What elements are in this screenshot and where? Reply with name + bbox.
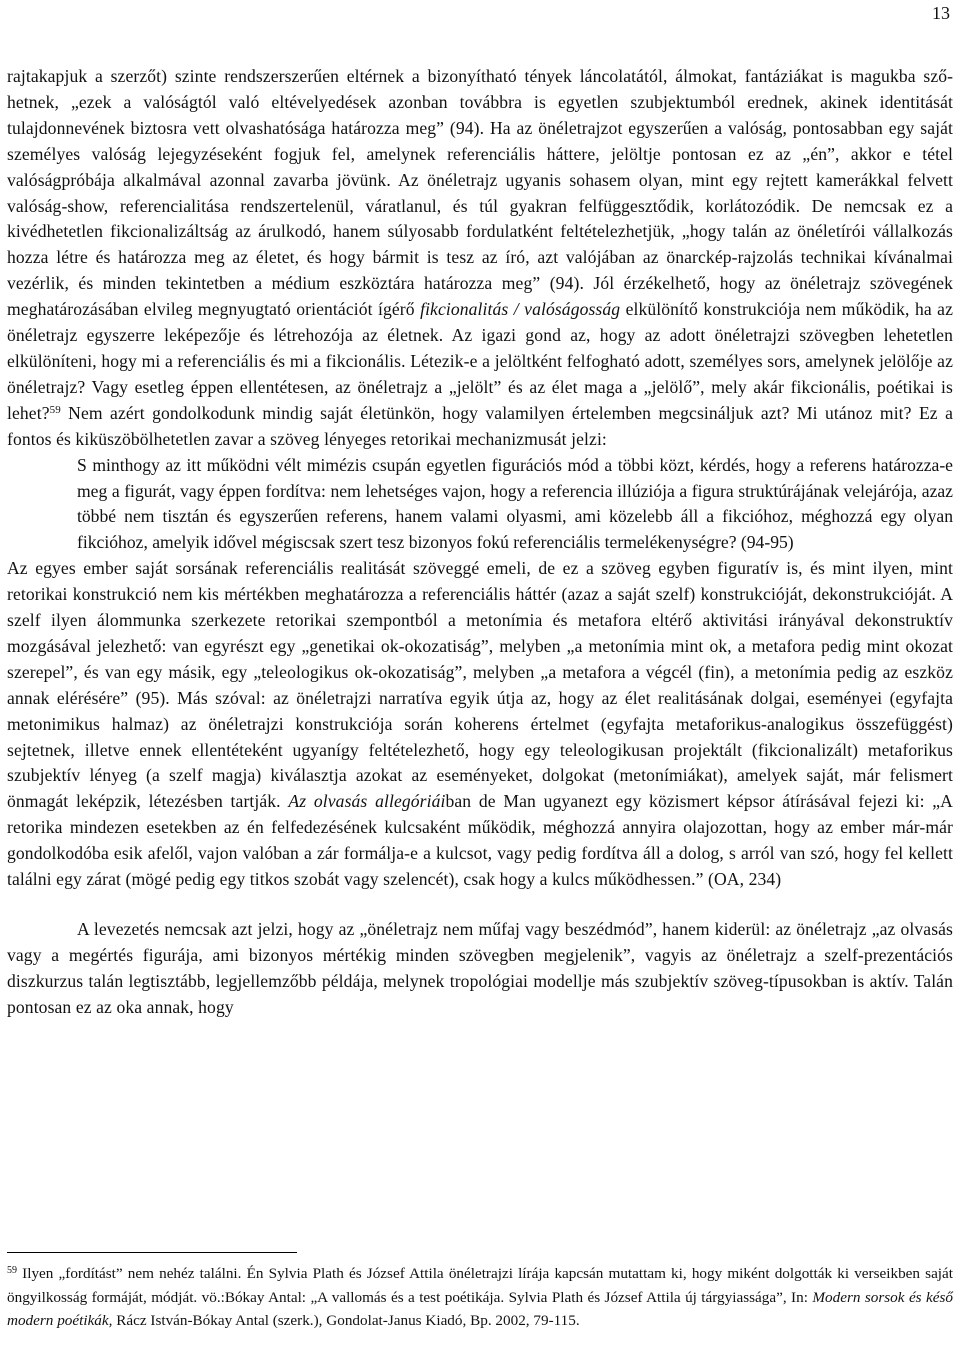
paragraph-gap — [7, 893, 953, 917]
footnote-text-b: Rácz István-Bókay Antal (szerk.), Gondolat-Janus Kiadó, Bp. 2002, 79-115. — [112, 1312, 580, 1329]
paragraph-2-text-b: ban de Man ugyanezt egy közismert képsor átírásával fejezi ki: „A retorika mindezen esetekben az én felfedezésének kulcsaként működik, méghozzá annyira olajozottan, hogy az ember már-már gondolkodóba esik afelől, vajon valóban a zár formálja-e a kulcsot, vagy pedig fordítva áll a dolog, s arról van szó, hogy fel kellett találni egy zárat (mögé pedig egy titkos szobát vagy szelencét), csak hogy a kulcs működhessen.” (OA, 234) — [7, 791, 953, 890]
footnote-italic: Modern sorsok és késő modern poétikák, — [7, 1288, 953, 1329]
block-quote: S minthogy az itt működni vélt mimézis csupán egyetlen figurációs mód a többi közt, kérdés, hogy a referens határozza-e meg a figurát, vagy éppen fordítva: nem lehetséges vajon, hogy a referencia illúziója a figura struktúrájának velejárója, azaz többé nem tisztán és egyszerűen referens, hanem valami olyasmi, ami közelebb áll a fikcióhoz, méghozzá egy olyan fikcióhoz, amelyik idővel mégiscsak szert tesz bizonyos fokú referenciális termelékenységre? (94-95) — [77, 454, 953, 553]
paragraph-1 — [7, 64, 953, 453]
footnote-reference[interactable]: 59 — [49, 403, 61, 416]
paragraph-2-text-a: Az egyes ember saját sorsának referenciális realitását szöveggé emeli, de ez a szöveg egyben figuratív is, és mint ilyen, mint retorikai konstrukció nem kis mértékben meghatározza a referenciális háttér (azaz a saját szelf) konstrukcióját, dekonstrukcióját. A szelf ilyen álommunka szerkezete retorikai szempontból a metonímia és metafora eltérő aktivitási irányával dekonstruktív mozgásával jelezhető: van egyrészt egy „genetikai ok-okozatiság”, melyben „a metonímia mint ok, a metafora pedig mint okozat szerepel”, és van egy másik, egy „teleologikus ok-okozatiság”, melyben „a metafora a végcél (fin), a metonímia pedig az eszköz annak elérésére” (95). Más szóval: az önéletrajzi narratíva egyik útja az, hogy az élet realitásának dolgai, eseményei (egyfajta metonimikus halmaz) az önéletrajzi konstrukciója során koherens értelmet (egyfajta metaforikus-analogikus összefüggést) sejtetnek, illetve ennek ellentéteként ugyanígy feltételezhető, hogy egy teleologikusan projektált (fikcionalizált) metaforikus szubjektív lényeg (a szelf magja) kiválasztja azokat az eseményeket, dolgokat (metonímiákat), amelyek saját, már felismert önmagát leképzik, létezésben tartják. — [7, 558, 953, 812]
paragraph-1-text-c: Nem azért gondolkodunk mindig saját életünkön, hogy valamilyen értelemben megcsináljuk azt? Mi utánoz mit? Ez a fontos és kiküszöbölhetetlen zavar a szöveg lényeges retorikai mechanizmusát jelzi: — [7, 402, 953, 449]
page-number: 13 — [932, 3, 950, 23]
paragraph-1-text-b: elkülönítő konstrukciója nem működik, ha az önéletrajz egyszerre leképezője és létrehozója az életnek. Az igazi gond az, hogy az adott önéletrajzi szövegben lehetetlen elkülöníteni, hogy mi a referenciális és mi a fikcionális. Létezik-e a jelöltként felfogható adott, személyes sors, amelynek jelölője az önéletrajz? Vagy esetleg éppen ellentétesen, az önéletrajz a „jelölt” és az élet maga a „jelölő”, mely akár fikcionális, poétikai is lehet? — [7, 299, 953, 423]
paragraph-2 — [7, 556, 953, 893]
footnote-number: 59 — [7, 1265, 17, 1276]
paragraph-3: A levezetés nemcsak azt jelzi, hogy az „önéletrajz nem műfaj vagy beszédmód”, hanem kiderül: az önéletrajz „az olvasás vagy a megértés figurája, ami bizonyos mértékig minden szövegben megjelenik”, vagyis az önéletrajz a szelf-prezentációs diszkurzus talán legtisztább, legjellemzőbb példája, melynek tropológiai modellje más szubjektív szöveg-típusokban is aktív. Talán pontosan ez az oka annak, hogy — [7, 919, 953, 1017]
paragraph-2-italic: Az olvasás allegóriái — [288, 791, 446, 812]
footnote-separator — [7, 1252, 297, 1253]
body-text — [7, 64, 953, 1021]
footnote — [7, 1262, 953, 1333]
paragraph-1-text-a: rajtakapjuk a szerzőt) szinte rendszerszerűen eltérnek a bizonyítható tények láncolatától, álmokat, fantáziákat is magukba szőhetnek, „ezek a valóságtól való eltévelyedések azonban továbbra is egyetlen szubjektumból erednek, akinek identitását tulajdonnevének biztosra vett olvashatósága határozza meg” (94). Ha az önéletrajzot egyszerűen a valóság, pontosabban egy saját személyes valóság lejegyzéseként fogjuk fel, amelynek referenciális háttere, jelöltje pontosan ez az „én”, akkor e tétel valóságpróbája alkalmával azonnal zavarba jövünk. Az önéletrajz ugyanis sohasem olyan, mint egy rejtett kamerákkal felvett valóság-show, referencialitása rendszertelenül, váratlanul, és túl gyakran felfüggesztődik, korlátozódik. De nemcsak ez a kivédhetetlen fikcionalizáltság az árulkodó, hanem súlyosabb fordulatként feltételezhetjük, „hogy talán az önéletírói vállalkozás hozza létre és határozza meg az életet, és hogy bármit is tesz az író, azt valójában az önarckép-rajzolás technikai kívánalmai vezérlik, és minden tekintetben a médium eszköztára határozza meg” (94). Jól érzékelhető, hogy az önéletrajz szövegének meghatározásában elvileg megnyugtató orientációt ígérő — [7, 66, 953, 320]
footnote-text-a: Ilyen „fordítást” nem nehéz találni. Én Sylvia Plath és József Attila önéletrajzi lírája kapcsán mutattam ki, hogy miként dolgották ki verseikben saját öngyilkosság formáját, módját. vö.:Bókay Antal: „A vallomás és a test poétikája. Sylvia Plath és József Attila új tárgyiassága”, In: — [7, 1265, 953, 1306]
paragraph-1-italic: fikcionalitás / valóságosság — [420, 299, 621, 320]
